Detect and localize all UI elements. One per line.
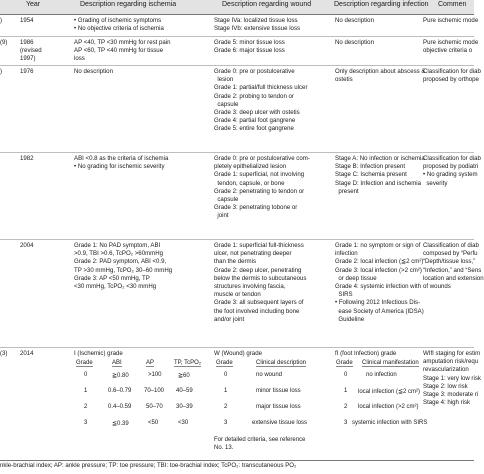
table-row — [0, 153, 481, 240]
subtable-cell: no infection — [366, 372, 397, 378]
subtable-cell: ≧0.80 — [112, 373, 129, 379]
subtable-header: ABI — [112, 360, 122, 366]
row-ischemia: ABI <0.8 as the criteria of ischemia • No grading for ischemic severity — [74, 155, 169, 171]
subtable-cell: >100 — [148, 372, 162, 378]
table-row — [0, 15, 479, 37]
subtable-cell: extensive tissue loss — [252, 420, 308, 426]
subtable-cell: 0 — [84, 372, 88, 378]
subtable-cell: 70–100 — [144, 388, 165, 394]
subtable-cell: ≧60 — [178, 373, 190, 379]
subtable-cell: 0.4–0.59 — [108, 404, 132, 410]
subtable-cell: local infection (≦2 cm²) — [358, 389, 421, 395]
subtable-cell: systemic infection with SIRS — [352, 420, 428, 426]
table-header — [0, 0, 474, 15]
subtable-cell: 3 — [224, 420, 228, 426]
row-infection: No description — [335, 39, 374, 46]
header-infection: Description regarding infection — [334, 1, 429, 8]
row-year: 2004 — [20, 242, 34, 249]
subtable-cell: 0.6–0.79 — [108, 388, 132, 394]
subtable-cell: local infection (>2 cm²) — [358, 404, 419, 410]
row-comments: Pure ischemic mode objective criteria o — [423, 39, 479, 55]
subtable-cell: 50–70 — [146, 404, 163, 410]
row-ischemia: Grade 1: No PAD symptom, ABI >0.9, TBI >0.6, TcPO₂ >60mmHg Grade 2: PAD symptom, ABI <0.9, TP >30 mmHg, TcPO₂ 30–60 mmHg Grade 3: AP <50 mmHg, TP <30 mmHg, TcPO₂ <30 mmHg — [74, 242, 173, 291]
subtable-cell: 2 — [344, 404, 348, 410]
subtable-cell: minor tissue loss — [256, 388, 301, 394]
subtable-cell: 2 — [84, 404, 88, 410]
row-year: 1986 (revised 1997) — [20, 39, 42, 63]
subtable-cell: 0 — [224, 372, 228, 378]
subtable-header: Grade — [336, 360, 353, 366]
subtable-cell: 1 — [224, 388, 228, 394]
row-ischemia: No description — [74, 68, 113, 75]
subtable-cell: 3 — [84, 420, 88, 426]
subtable-header: TP, TcPO₂ — [174, 360, 202, 366]
row-ref: ) — [0, 68, 3, 75]
subtable-cell: 1 — [84, 388, 88, 394]
row-comments: WIfI staging for estim amputation risk/requ revascularization Stage 1: very low risk Stage 2: low risk Stage 3: moderate ri Stage 4: high risk — [423, 350, 481, 407]
header-comments: Commen — [438, 1, 467, 8]
row-ischemia: AP <40, TP <30 mmHg for rest pain AP <60, TP <40 mmHg for tissue loss — [74, 39, 171, 63]
row-wound: W (Wound) grade — [214, 350, 262, 357]
subtable-header: Clinical description — [256, 360, 307, 366]
row-wound: Grade 5: minor tissue loss Grade 6: major tissue loss — [214, 39, 285, 55]
subtable-cell: 1 — [344, 388, 348, 394]
row-ischemia: • Grading of ischemic symptoms • No objective criteria of ischemia — [74, 17, 164, 33]
subtable-cell: 0 — [344, 372, 348, 378]
table-row — [0, 66, 481, 153]
table-footnote: nkle-brachial index; AP: ankle pressure; TP: toe pressure; TBI: toe-brachial index; TcPO₂: transcutaneous PO₂ — [0, 462, 297, 469]
row-year: 1976 — [20, 68, 34, 75]
subtable-cell: 40–59 — [176, 388, 193, 394]
row-wound: Stage IVa: localized tissue loss Stage IVb: extensive tissue loss — [214, 17, 301, 33]
subtable-header: AP — [146, 360, 155, 366]
table-row — [0, 37, 479, 66]
subtable-cell: ≦0.39 — [112, 421, 129, 427]
subtable-cell: 2 — [224, 404, 228, 410]
row-infection: Stage A: No infection or ischemia Stage B: Infection present Stage C: Ischemia present Stage D: Infection and ischemia present — [335, 155, 425, 195]
table-row — [0, 348, 481, 461]
row-infection: No description — [335, 17, 374, 24]
row-ref: (3) — [0, 350, 8, 357]
subtable-cell: 30–39 — [176, 404, 193, 410]
row-wound: Grade 0: pre or postulcerative com- pletely epithelialized lesion Grade 1: superficial, not involving tendon, capsule, or bone Grade 2: penetrating to tendon or capsule Grade 3: penetrating tobone or joint — [214, 155, 310, 220]
row-infection: Grade 1: no symptom or sign of infection Grade 2: local infection (≦2 cm²) Grade 3: local infection (>2 cm²) or deep tissue Grade 4: systemic infection with SIRS • Following 2012 Infectious Dis- ease Society of America (IDSA) Guideline — [335, 242, 424, 323]
row-comments: Pure ischemic mode — [423, 17, 479, 24]
row-wound: Grade 0: pre or postulcerative lesion Grade 1: partial/full thickness ulcer Grade 2: probing to tendon or capsule Grade 3: deep ulcer with ostetis Grade 4: partial foot gangrene Grade 5: entire foot gangrene — [214, 68, 308, 133]
subtable-header: Grade — [76, 360, 93, 366]
row-year: 1954 — [20, 17, 34, 24]
row-ref: (9) — [0, 39, 8, 46]
row-infection: Only description about abscess & ostetis — [335, 68, 426, 84]
row-infection: fI (foot Infection) grade — [335, 350, 397, 357]
row-ref: ) — [0, 17, 3, 24]
header-wound: Description regarding wound — [222, 1, 312, 8]
subtable-header: Grade — [216, 360, 233, 366]
row-comments: Classification for diab proposed by podiatri • No grading system severity — [423, 155, 481, 187]
subtable-cell: <50 — [148, 420, 159, 426]
row-wound: Grade 1: superficial full-thickness ulcer, not penetrating deeper than the dermis Grade 2: deep ulcer, penetrating below the dermis to subcutaneous structures involving fascia, muscle or tendon Grade 3: all subsequent layers of the foot involved including bone and/or joint — [214, 242, 307, 323]
subtable-header: Clinical manifestation — [362, 360, 419, 366]
subtable-cell: 3 — [344, 420, 348, 426]
row-year: 1982 — [20, 155, 34, 162]
row-year: 2014 — [20, 350, 34, 357]
subtable-cell: <30 — [178, 420, 189, 426]
row-ischemia: I (Ischemic) grade — [74, 350, 123, 357]
row-comments: Classification of diab composed by “Perfu “Depth/tissue loss,” “Infection,” and “Sens location and extension of wounds — [423, 242, 484, 291]
subtable-cell: no wound — [256, 372, 283, 378]
header-year: Year — [26, 1, 41, 8]
wound-reference-note: For detailed criteria, see reference No. 13. — [214, 437, 306, 451]
header-ischemia: Description regarding ischemia — [80, 1, 177, 8]
table-row — [0, 240, 484, 348]
row-comments: Classification for diab proposed by orthope — [423, 68, 481, 84]
subtable-cell: major tissue loss — [256, 404, 301, 410]
